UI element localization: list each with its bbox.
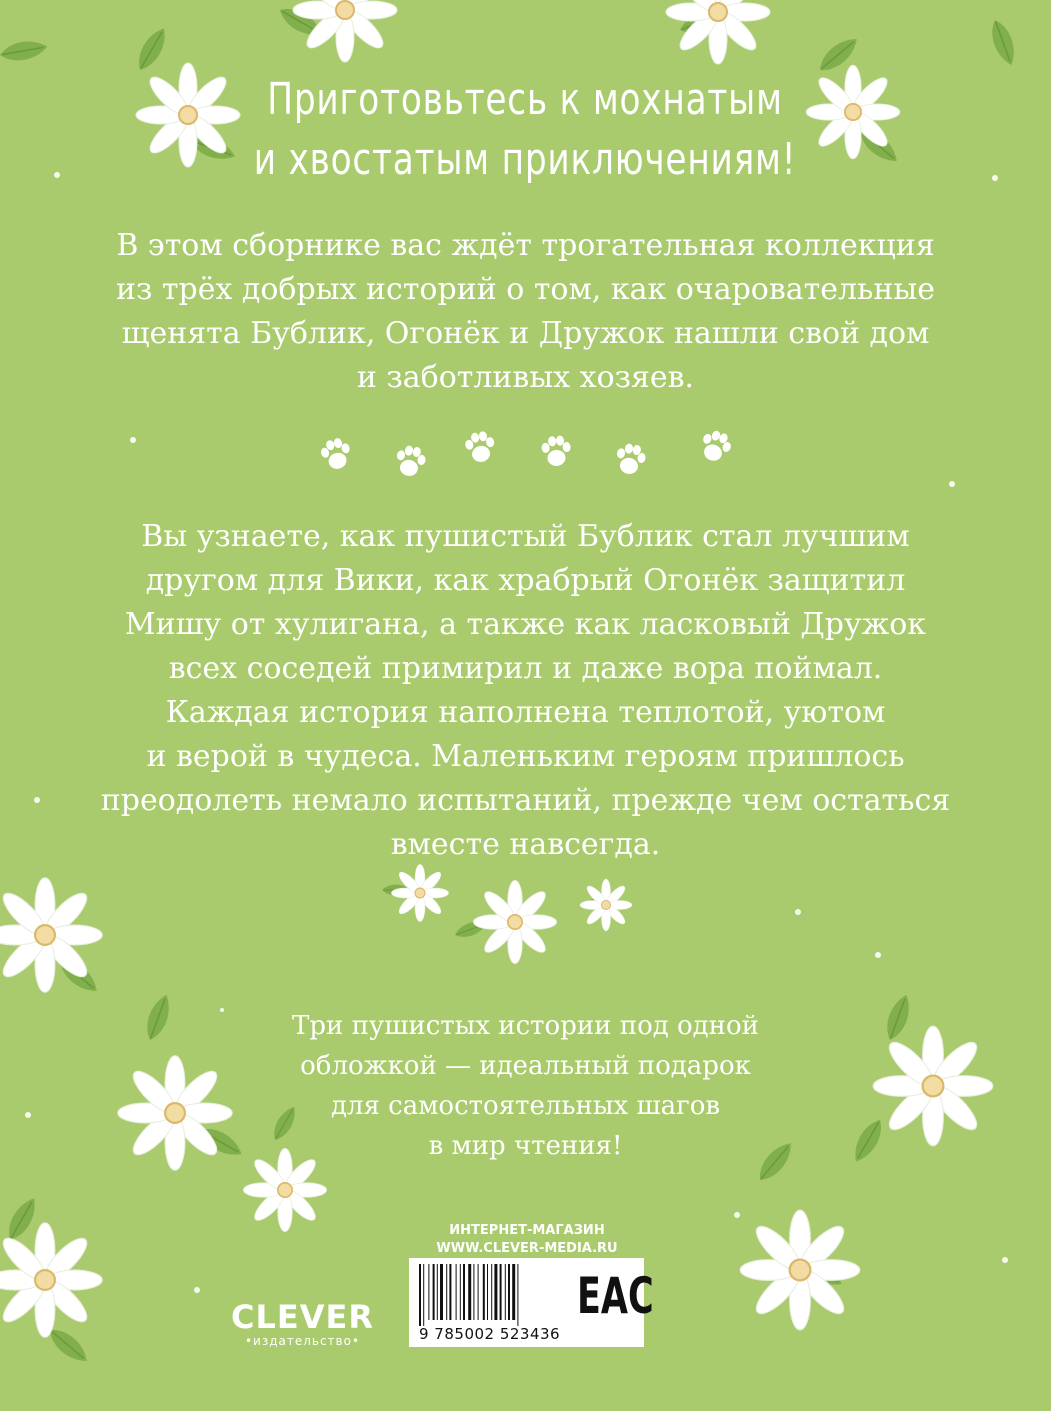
daisy-icon: [0, 1223, 102, 1337]
barcode-bar: [446, 1264, 447, 1320]
barcode-bar: [460, 1264, 461, 1320]
story-paragraph: [40, 515, 1011, 867]
text-line: вместе навсегда.: [390, 827, 661, 862]
paw-print-icon: [614, 442, 648, 477]
headline-line: и хвостатым приключениям!: [253, 134, 797, 185]
text-line: другом для Вики, как храбрый Огонёк защитил: [145, 563, 906, 598]
daisy-icon: [666, 0, 770, 64]
daisy-icon: [136, 63, 240, 167]
shop-label: ИНТЕРНЕТ-МАГАЗИН: [449, 1223, 605, 1238]
text-line: всех соседей примирил и даже вора поймал.: [168, 651, 883, 686]
paw-print-icon: [541, 435, 573, 467]
daisy-icon: [806, 65, 900, 159]
intro-paragraph: [40, 224, 1011, 400]
publisher-subtitle: •издательство•: [244, 1334, 361, 1348]
leaf-icon: [132, 24, 172, 75]
leaf-icon: [0, 38, 49, 64]
isbn-number: 9 785002 523436: [419, 1325, 561, 1343]
text-line: Мишу от хулигана, а также как ласковый Дружок: [124, 607, 927, 642]
paw-print-icon: [394, 444, 428, 479]
barcode-bar: [423, 1264, 424, 1326]
barcode-bar: [508, 1264, 510, 1320]
leaf-icon: [987, 17, 1020, 68]
shop-url: WWW.CLEVER-MEDIA.RU: [436, 1241, 618, 1256]
barcode-bar: [494, 1264, 497, 1320]
eac-mark: EAC: [577, 1267, 654, 1325]
text-line: обложкой — идеальный подарок: [300, 1051, 751, 1081]
barcode-bar: [440, 1264, 443, 1320]
barcode-bar: [478, 1264, 479, 1320]
barcode-bar: [428, 1264, 429, 1320]
text-line: преодолеть немало испытаний, прежде чем остаться: [100, 783, 951, 818]
barcode-bar: [433, 1264, 435, 1320]
barcode-bar: [419, 1264, 421, 1326]
text-line: В этом сборнике вас ждёт трогательная коллекция: [116, 228, 935, 263]
headline-line: Приготовьтесь к мохнатым: [267, 74, 783, 125]
paw-print-icon: [318, 436, 354, 472]
text-line: и заботливых хозяев.: [356, 360, 695, 395]
barcode-bar: [468, 1264, 471, 1320]
barcode-bar: [473, 1264, 474, 1320]
text-line: щенята Бублик, Огонёк и Дружок нашли свой дом: [121, 316, 930, 351]
publisher-name: CLEVER: [231, 1298, 374, 1336]
text-line: для самостоятельных шагов: [330, 1091, 721, 1121]
text-line: и верой в чудеса. Маленьким героям пришлось: [146, 739, 905, 774]
barcode-bar: [449, 1264, 451, 1320]
paw-print-icon: [463, 430, 497, 465]
barcode-bar: [463, 1264, 465, 1320]
barcode-bar: [491, 1264, 492, 1320]
barcode-panel: [409, 1258, 654, 1347]
barcode-bar: [517, 1264, 518, 1326]
text-line: в мир чтения!: [428, 1131, 623, 1161]
barcode-bar: [512, 1264, 515, 1320]
paw-print-icon: [697, 427, 735, 465]
daisy-icon: [740, 1210, 860, 1330]
gift-paragraph: [40, 1006, 1011, 1166]
text-line: из трёх добрых историй о том, как очаровательные: [116, 272, 935, 307]
online-shop: [410, 1222, 644, 1258]
publisher-logo: [230, 1300, 375, 1348]
text-line: Три пушистых истории под одной: [292, 1011, 759, 1041]
barcode-bar: [483, 1264, 485, 1320]
daisy-icon: [391, 864, 448, 921]
daisy-icon: [580, 879, 632, 931]
text-line: Вы узнаете, как пушистый Бублик стал лучшим: [141, 519, 910, 554]
barcode-bar: [456, 1264, 457, 1320]
barcode-bar: [505, 1264, 506, 1320]
barcode: [417, 1264, 577, 1328]
barcode-bar: [437, 1264, 438, 1320]
daisy-icon: [473, 880, 556, 963]
barcode-bar: [487, 1264, 488, 1320]
barcode-bar: [500, 1264, 502, 1320]
headline: [233, 70, 818, 190]
text-line: Каждая история наполнена теплотой, уютом: [165, 695, 886, 730]
